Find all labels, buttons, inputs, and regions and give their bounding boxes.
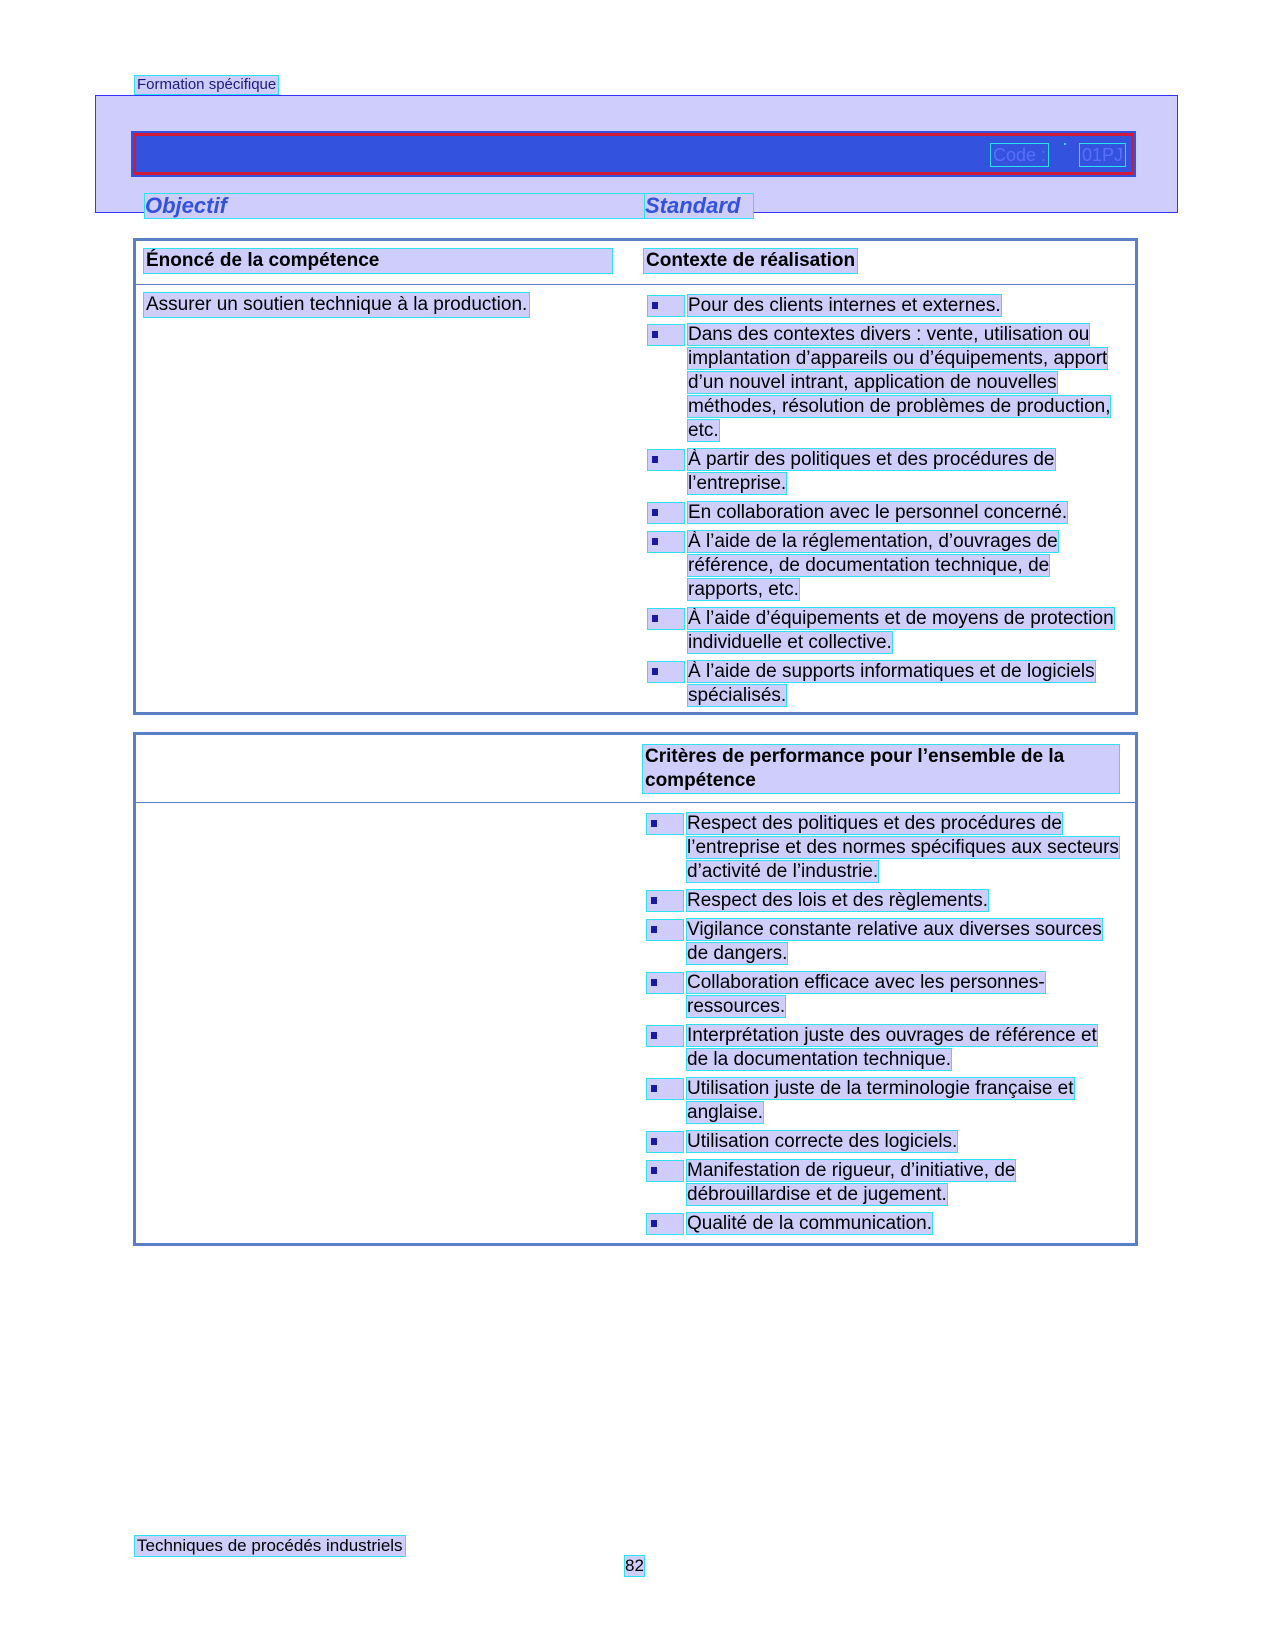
code-label: Code : [992,145,1046,165]
code-value: 01PJ [1081,145,1123,165]
code-bar [133,133,1134,175]
bullet-icon [648,450,684,470]
performance-table [133,732,1138,1246]
bullet-icon [648,609,684,629]
performance-heading: Critères de performance pour l’ensemble de la compétence [643,745,1119,793]
list-item: Qualité de la communication. [647,1212,1122,1236]
header-label: Formation spécifique [137,76,277,93]
bullet-icon [647,1079,683,1099]
bullet-icon [648,662,684,682]
bullet-icon [647,814,683,834]
list-item: Utilisation correcte des logiciels. [647,1130,1122,1154]
bullet-icon [647,1214,683,1234]
table-divider [136,284,1135,285]
list-item: Pour des clients internes et externes. [648,294,1120,318]
bullet-icon [647,1161,683,1181]
list-item: En collaboration avec le personnel concerné. [648,501,1120,525]
standard-title: Standard [645,194,753,218]
bullet-icon [648,296,684,316]
bullet-icon [647,1132,683,1152]
competence-statement: Assurer un soutien technique à la production. [146,294,528,315]
performance-list [647,812,1122,1241]
bullet-icon [647,1026,683,1046]
list-item: Collaboration efficace avec les personnes-ressources. [647,971,1122,1019]
list-item: Dans des contextes divers : vente, utilisation ou implantation d’appareils ou d’équipements, apport d’un nouvel intrant, application de nouvelles méthodes, résolution de problèmes de production, etc. [648,323,1120,443]
list-item: À l’aide de supports informatiques et de logiciels spécialisés. [648,660,1120,708]
list-item: À l’aide d’équipements et de moyens de protection individuelle et collective. [648,607,1120,655]
bullet-icon [647,973,683,993]
list-item: Manifestation de rigueur, d’initiative, de débrouillardise et de jugement. [647,1159,1122,1207]
bullet-icon [648,325,684,345]
list-item: Vigilance constante relative aux diverses sources de dangers. [647,918,1122,966]
context-list [648,294,1120,713]
context-heading: Contexte de réalisation [646,250,856,271]
list-item: Respect des politiques et des procédures de l’entreprise et des normes spécifiques aux secteurs d’activité de l’industrie. [647,812,1122,884]
bullet-icon [648,503,684,523]
bullet-icon [648,532,684,552]
list-item: Respect des lois et des règlements. [647,889,1122,913]
statement-heading: Énoncé de la compétence [144,249,612,273]
page-number: 82 [625,1556,644,1575]
bullet-icon [647,891,683,911]
bullet-icon [647,920,683,940]
list-item: Utilisation juste de la terminologie française et anglaise. [647,1077,1122,1125]
list-item: Interprétation juste des ouvrages de référence et de la documentation technique. [647,1024,1122,1072]
list-item: À l’aide de la réglementation, d’ouvrages de référence, de documentation technique, de rapports, etc. [648,530,1120,602]
list-item: À partir des politiques et des procédures de l’entreprise. [648,448,1120,496]
competence-table [133,238,1138,715]
table-divider [136,802,1135,803]
footer-program: Techniques de procédés industriels [137,1536,403,1555]
objectif-title: Objectif [145,194,647,218]
